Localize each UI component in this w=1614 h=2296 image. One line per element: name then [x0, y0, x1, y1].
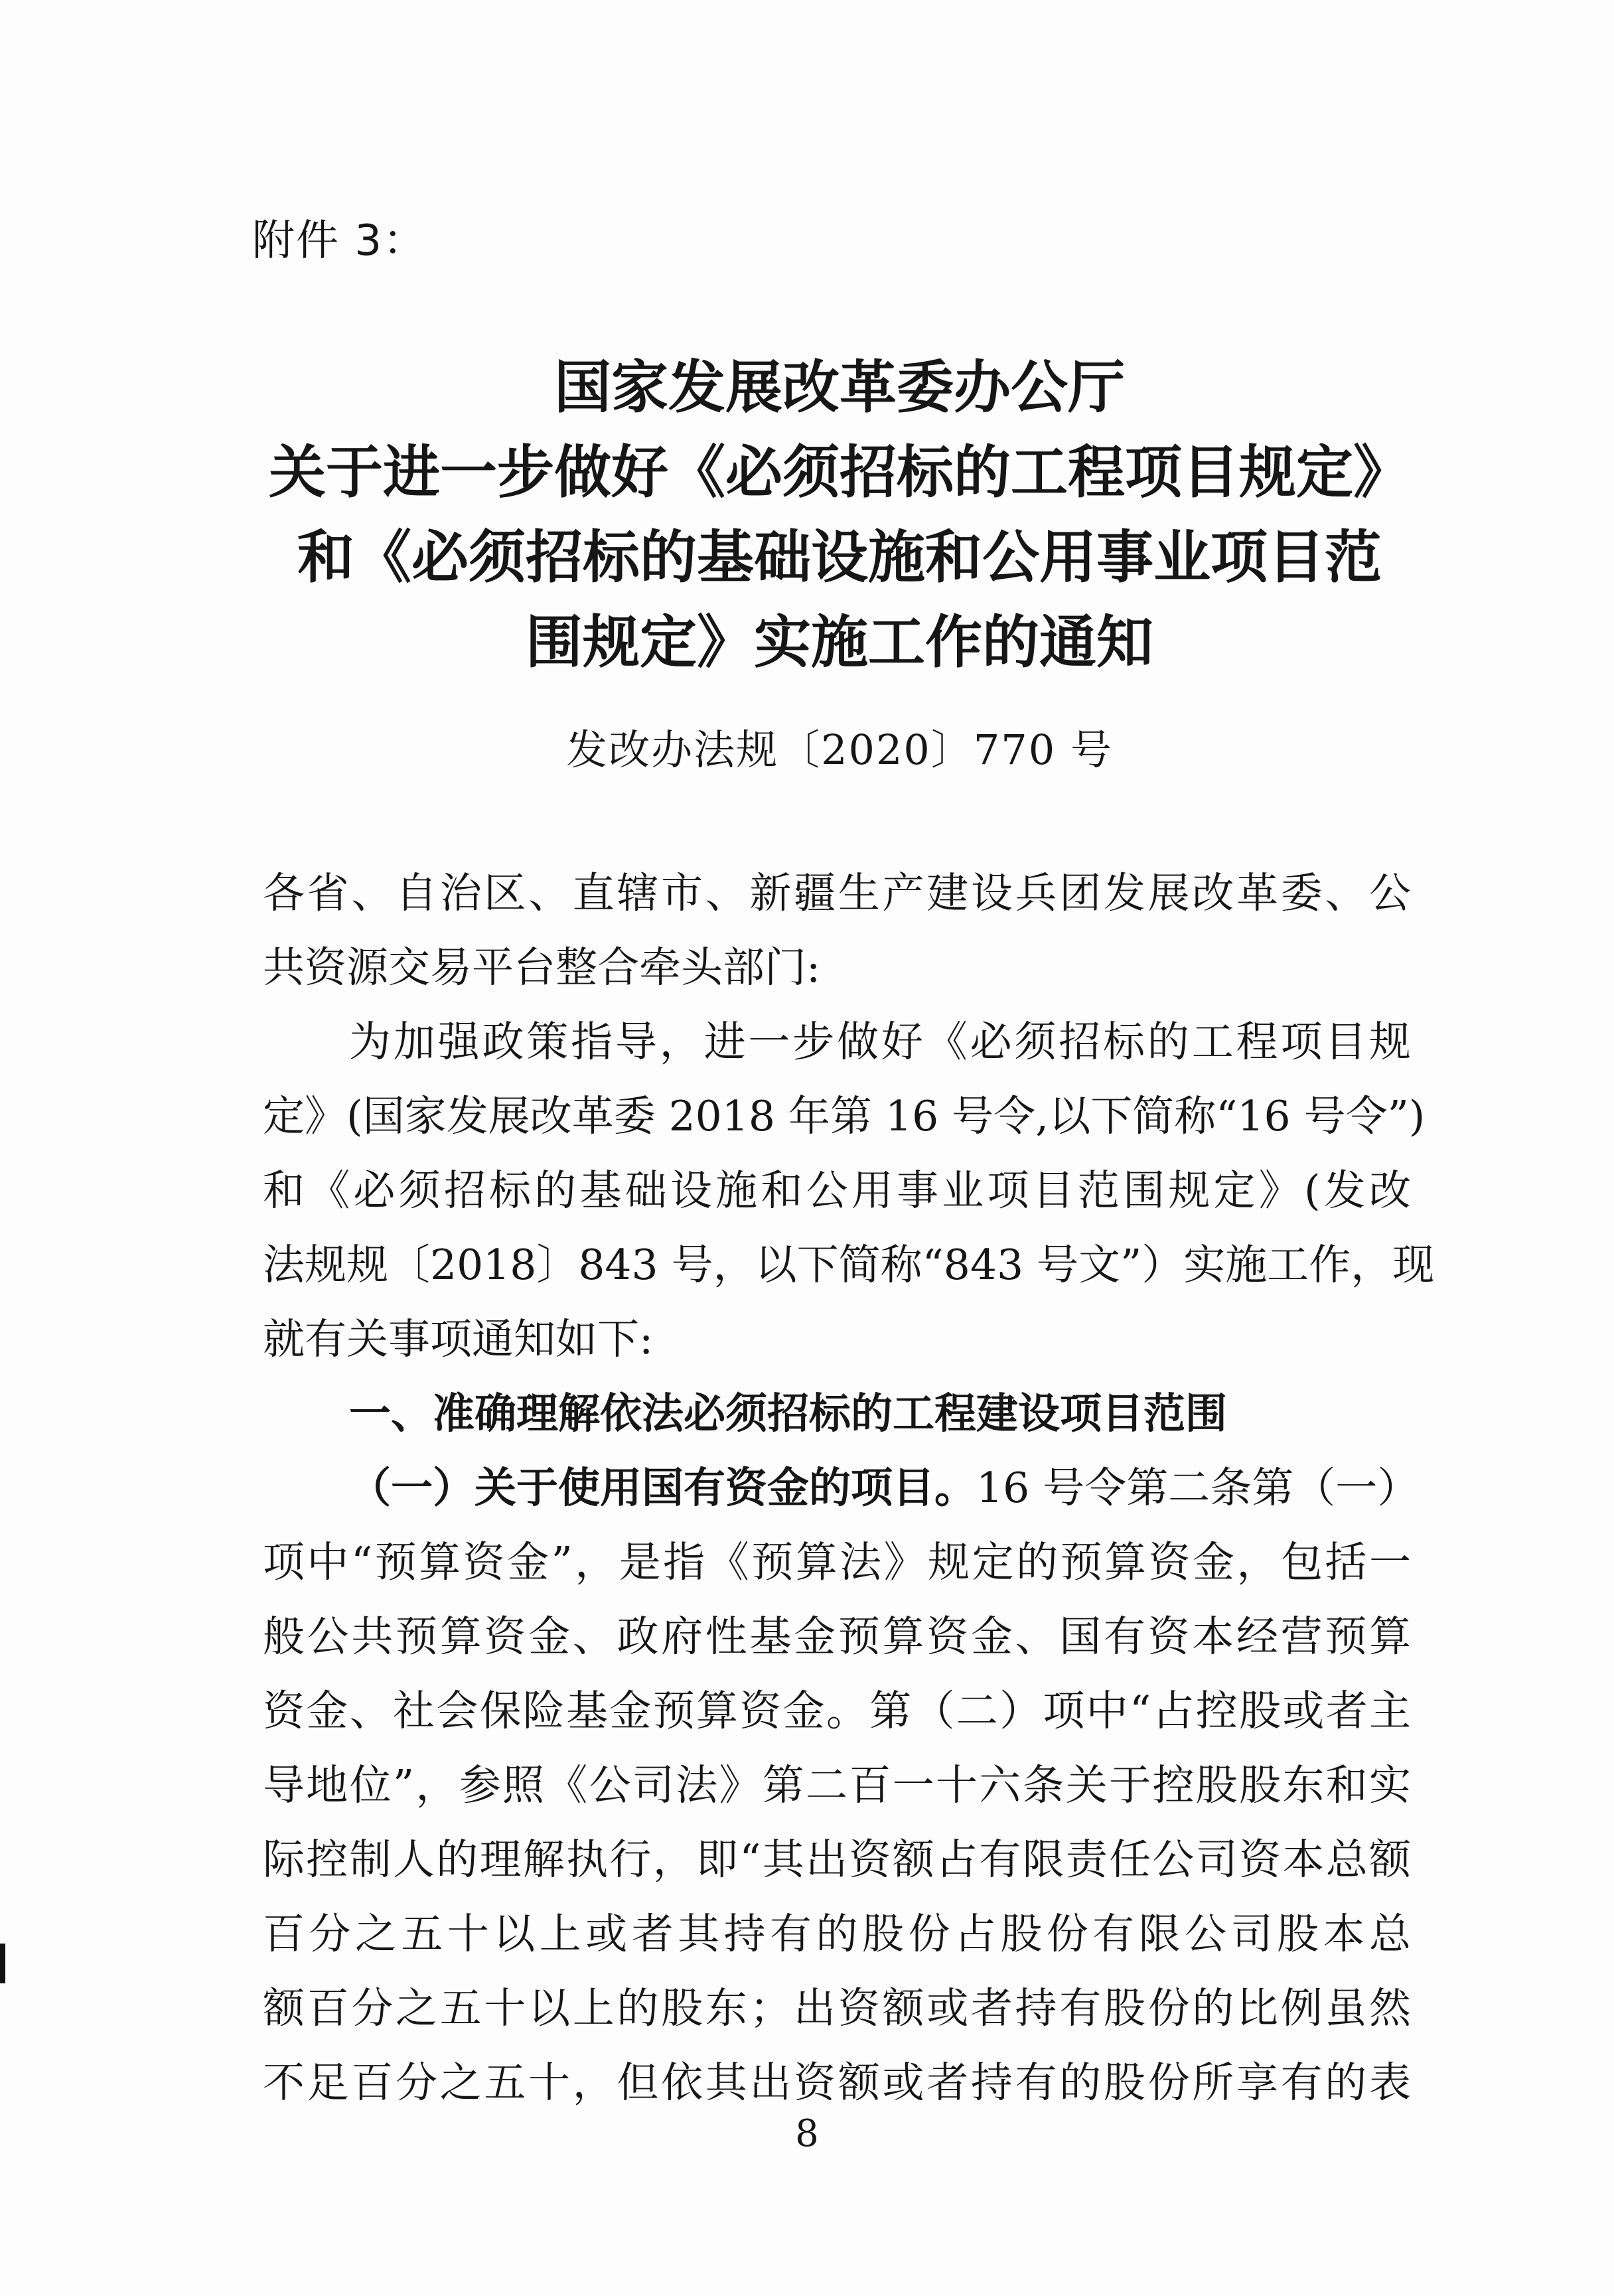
intro-line: 法规规〔2018〕843 号，以下简称“843 号文”）实施工作，现 [263, 1241, 1435, 1289]
item-line: 般公共预算资金、政府性基金预算资金、国有资本经营预算 [263, 1612, 1411, 1661]
item-line: 际控制人的理解执行，即“其出资额占有限责任公司资本总额 [263, 1835, 1411, 1884]
page-number: 8 [795, 2112, 819, 2155]
title-line: 围规定》实施工作的通知 [526, 609, 1153, 676]
title-line: 国家发展改革委办公厅 [554, 354, 1125, 421]
attachment-label: 附件 3： [252, 216, 427, 266]
item-lead-rest: 16 号令第二条第（一） [976, 1464, 1420, 1512]
intro-line: 定》(国家发展改革委 2018 年第 16 号令,以下简称“16 号令”) [263, 1092, 1426, 1140]
addressee-line: 共资源交易平台整合牵头部门: [263, 943, 821, 992]
intro-line: 就有关事项通知如下: [263, 1315, 654, 1363]
section-heading: 一、准确理解依法必须招标的工程建设项目范围 [349, 1389, 1227, 1438]
item-lead: （一）关于使用国有资金的项目。 [349, 1464, 976, 1512]
title-line: 和《必须招标的基础设施和公用事业项目范 [297, 524, 1382, 591]
intro-line: 和《必须招标的基础设施和公用事业项目范围规定》(发改 [263, 1166, 1411, 1215]
item-line: 额百分之五十以上的股东；出资额或者持有股份的比例虽然 [263, 1984, 1411, 2032]
intro-line: 为加强政策指导，进一步做好《必须招标的工程项目规 [349, 1018, 1411, 1066]
title-line: 关于进一步做好《必须招标的工程项目规定》 [269, 439, 1410, 506]
item-first-line [263, 1451, 1420, 1525]
item-line: 百分之五十以上或者其持有的股份占股份有限公司股本总 [263, 1910, 1411, 1958]
item-line: 导地位”，参照《公司法》第二百一十六条关于控股股东和实 [263, 1761, 1411, 1809]
scan-edge-mark [0, 1944, 5, 1983]
item-line: 资金、社会保险基金预算资金。第（二）项中“占控股或者主 [263, 1687, 1411, 1735]
document-body [263, 856, 1435, 2120]
document-title [252, 345, 1427, 685]
item-line: 不足百分之五十，但依其出资额或者持有的股份所享有的表 [263, 2058, 1411, 2107]
document-number: 发改办法规〔2020〕770 号 [566, 726, 1113, 774]
item-line: 项中“预算资金”，是指《预算法》规定的预算资金，包括一 [263, 1538, 1411, 1586]
addressee-line: 各省、自治区、直辖市、新疆生产建设兵团发展改革委、公 [263, 869, 1411, 917]
